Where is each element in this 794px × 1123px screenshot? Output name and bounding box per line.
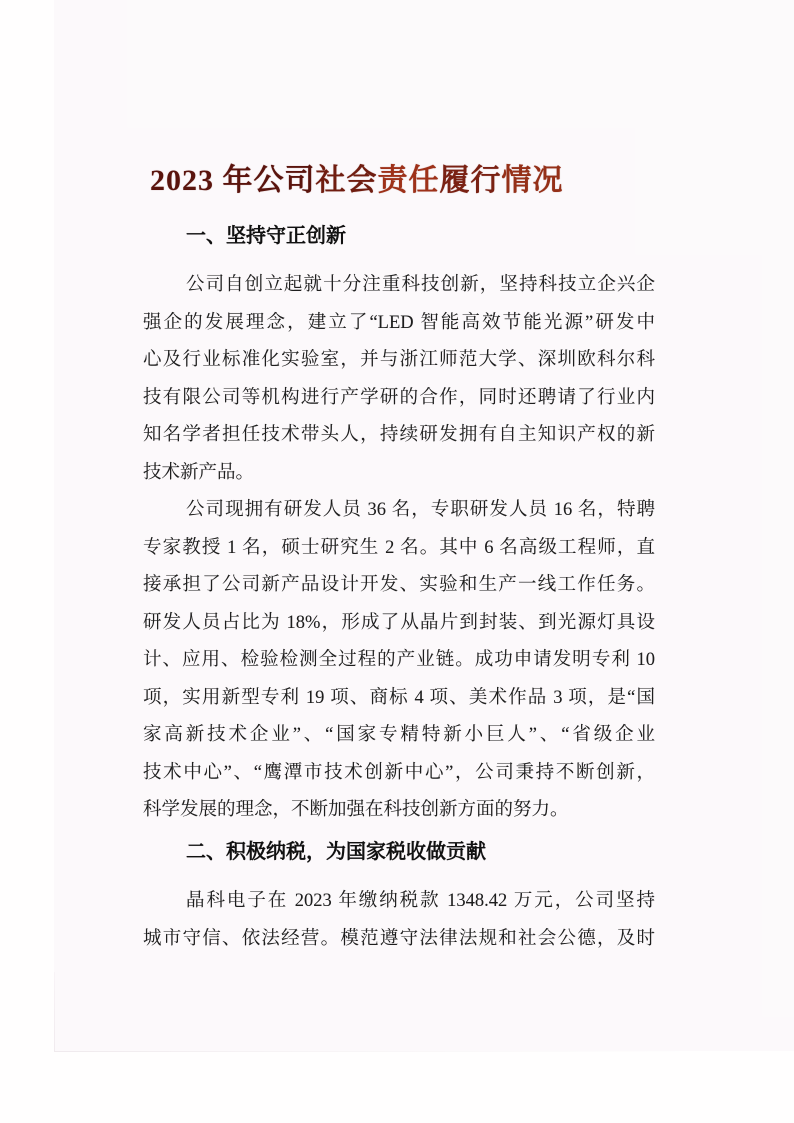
scan-edge-left: [54, 972, 55, 1051]
page-title-segment: 2023 年公司: [150, 164, 316, 197]
body-line: 公司现拥有研发人员 36 名，专职研发人员 16 名，特聘: [186, 500, 655, 520]
paragraph-2: [143, 492, 655, 830]
body-line: 公司自创立起就十分注重科技创新，坚持科技立企兴企: [186, 275, 655, 295]
body-line: 项，实用新型专利 19 项、商标 4 项、美术作品 3 项，是“国: [143, 687, 655, 708]
page-title: [150, 163, 564, 199]
section-heading-2: 二、积极纳税，为国家税收做贡献: [186, 841, 486, 863]
body-line: 强企的发展理念，建立了“LED 智能高效节能光源”研发中: [143, 312, 655, 333]
page-title-segment: 情况: [501, 164, 564, 197]
page-title-segment: 责任: [377, 164, 440, 197]
section-heading-1: 一、坚持守正创新: [186, 225, 346, 247]
body-line: 技术新产品。: [143, 462, 255, 483]
body-line: 晶科电子在 2023 年缴纳税款 1348.42 万元，公司坚持: [186, 891, 655, 911]
body-line: 技有限公司等机构进行产学研的合作，同时还聘请了行业内: [143, 387, 655, 408]
scan-edge-bottom: [54, 1051, 770, 1052]
body-line: 专家教授 1 名，硕士研究生 2 名。其中 6 名高级工程师，直: [143, 537, 655, 558]
paragraph-1: [143, 267, 655, 492]
body-line: 技术中心”、“鹰潭市技术创新中心”，公司秉持不断创新，: [143, 762, 655, 783]
body-line: 家高新技术企业”、“国家专精特新小巨人”、“省级企业: [143, 725, 655, 745]
body-line: 研发人员占比为 18%，形成了从晶片到封装、到光源灯具设: [143, 612, 655, 633]
body-line: 计、应用、检验检测全过程的产业链。成功申请发明专利 10: [143, 650, 655, 670]
body-line: 科学发展的理念，不断加强在科技创新方面的努力。: [143, 800, 569, 820]
body-line: 知名学者担任技术带头人，持续研发拥有自主知识产权的新: [143, 425, 655, 445]
body-line: 城市守信、依法经营。模范遵守法律法规和社会公德，及时: [143, 928, 655, 949]
body-line: 接承担了公司新产品设计开发、实验和生产一线工作任务。: [143, 575, 655, 595]
page-title-segment: 履行: [439, 164, 502, 197]
body-line: 心及行业标准化实验室，并与浙江师范大学、深圳欧科尔科: [143, 350, 655, 370]
paragraph-3: [143, 883, 655, 958]
page-title-segment: 社会: [315, 164, 378, 197]
